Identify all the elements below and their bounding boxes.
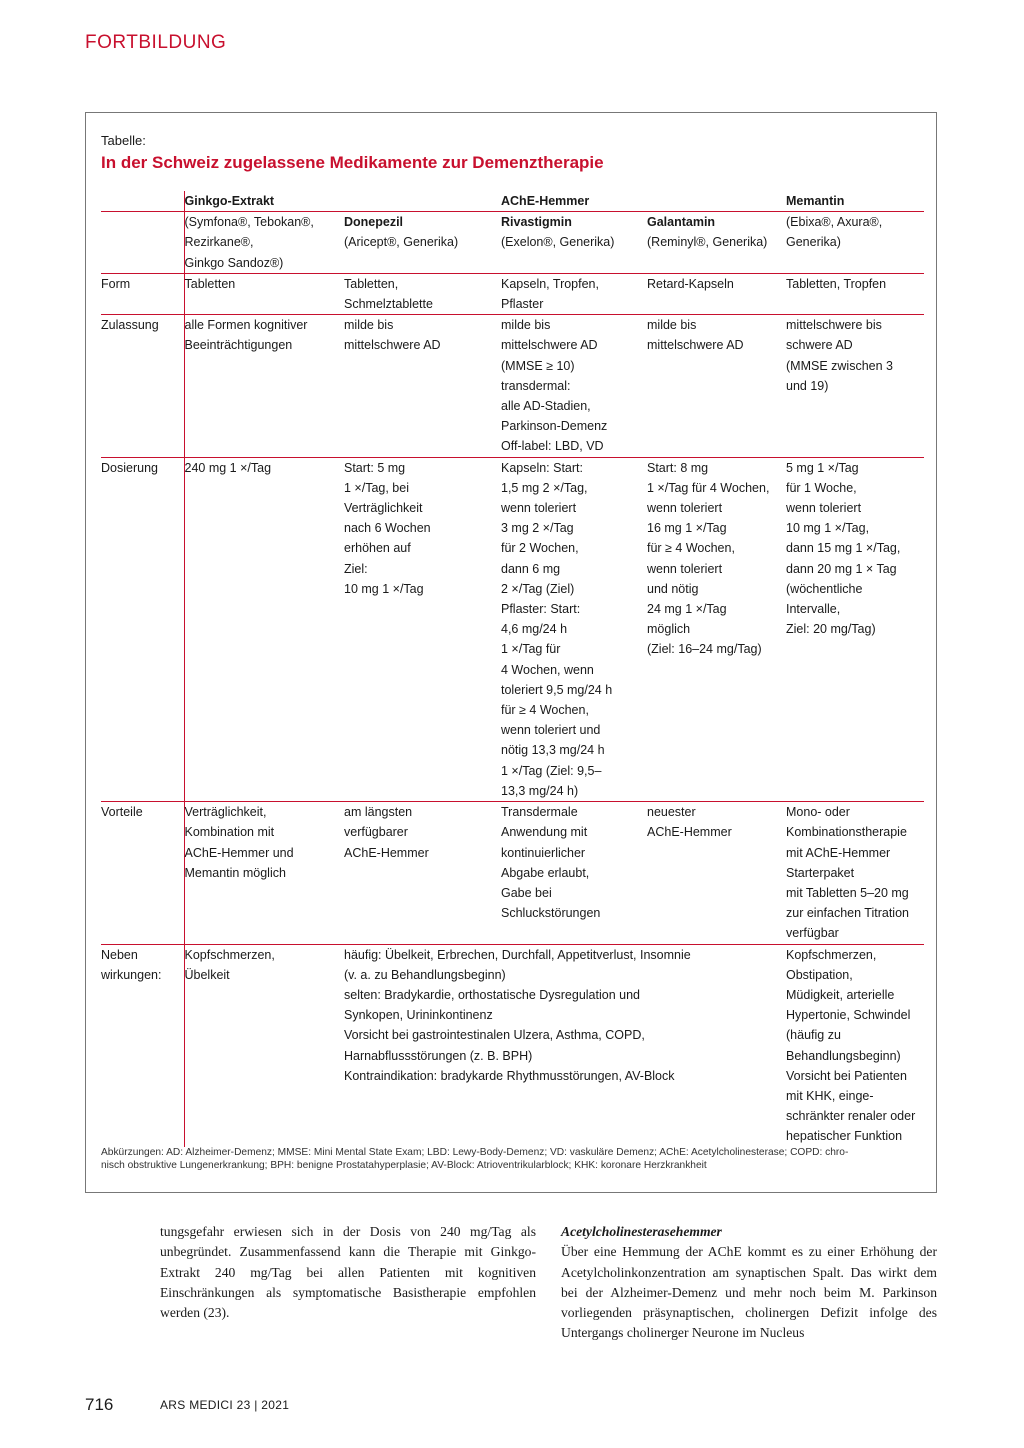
text-line: alle Formen kognitiver — [184, 318, 308, 333]
text-line: mit KHK, einge- — [786, 1088, 874, 1103]
text-line: Kapseln: Start: — [501, 460, 583, 475]
text-line: kontinuierlicher — [501, 845, 586, 860]
text-line: Harnabflussstörungen (z. B. BPH) — [344, 1048, 533, 1063]
table-row-form — [101, 273, 924, 314]
text-line: Schmelztablette — [344, 297, 433, 312]
text-line: wirkungen: — [101, 967, 162, 982]
text-line: 1 ×/Tag für 4 Wochen, — [647, 480, 770, 495]
cell-dosierung-ginkgo — [184, 457, 344, 801]
text-line: Starterpaket — [786, 865, 855, 880]
text-line: nisch obstruktive Lungenerkrankung; BPH: benigne Prostatahyperplasie; AV-Block: Atrioventrikularblock; KHK: koronare Herzkrankheit — [101, 1159, 707, 1171]
brand-rivastigmin: (Exelon®, Generika) — [501, 235, 615, 250]
cell-vorteile-ginkgo — [184, 802, 344, 944]
section-title: FORTBILDUNG — [85, 32, 227, 53]
text-line: milde bis — [647, 318, 697, 333]
text-line: Pflaster — [501, 297, 544, 312]
text-line: für 1 Woche, — [786, 480, 857, 495]
body-paragraph-right: Über eine Hemmung der AChE kommt es zu einer Erhöhung der Acetylcholinkonzentration am synaptischen Spalt. Das wirkt dem bei der Alzheimer-Demenz und mehr noch beim M. Parkinson vorliegenden präsynaptischen, cholinergen Defizit infolge des Untergangs cholinerger Neurone im Nucleus — [561, 1244, 937, 1341]
text-line: mittelschwere bis — [786, 318, 882, 333]
text-line: Memantin möglich — [184, 865, 286, 880]
row-label-nebenwirkungen — [101, 944, 184, 1147]
cell-form-memantin — [786, 273, 924, 314]
text-line: AChE-Hemmer und — [184, 845, 294, 860]
row-label-form: Form — [101, 273, 184, 314]
text-line: 3 mg 2 ×/Tag — [501, 521, 574, 536]
text-line: Start: 5 mg — [344, 460, 406, 475]
cell-zulassung-memantin — [786, 315, 924, 457]
text-line: erhöhen auf — [344, 541, 411, 556]
text-line: 1,5 mg 2 ×/Tag, — [501, 480, 588, 495]
text-line: Off-label: LBD, VD — [501, 439, 604, 454]
text-line: Tabletten — [184, 276, 236, 291]
text-line: Retard-Kapseln — [647, 276, 734, 291]
text-line: wenn toleriert — [647, 501, 723, 516]
text-line: toleriert 9,5 mg/24 h — [501, 682, 613, 697]
text-line: 4 Wochen, wenn — [501, 662, 594, 677]
text-line: 10 mg 1 ×/Tag — [344, 581, 424, 596]
text-line: Kapseln, Tropfen, — [501, 276, 599, 291]
cell-dosierung-memantin — [786, 457, 924, 801]
text-line: (Ebixa®, Axura®, — [786, 215, 883, 230]
text-line: 5 mg 1 ×/Tag — [786, 460, 859, 475]
text-line: Behandlungsbeginn) — [786, 1048, 901, 1063]
row-label-dosierung: Dosierung — [101, 457, 184, 801]
text-line: mittelschwere AD — [647, 338, 744, 353]
table-row-groups — [101, 191, 924, 212]
text-line: Synkopen, Urininkontinenz — [344, 1008, 493, 1023]
cell-dosierung-rivastigmin — [501, 457, 647, 801]
text-line: wenn toleriert — [501, 501, 577, 516]
text-line: 10 mg 1 ×/Tag, — [786, 521, 870, 536]
text-line: dann 15 mg 1 ×/Tag, — [786, 541, 901, 556]
group-memantin: Memantin — [786, 194, 845, 208]
text-line: Anwendung mit — [501, 825, 588, 840]
text-line: häufig: Übelkeit, Erbrechen, Durchfall, Appetitverlust, Insomnie — [344, 947, 691, 962]
cell-zulassung-rivastigmin — [501, 315, 647, 457]
text-line: Kombinationstherapie — [786, 825, 907, 840]
text-line: Kombination mit — [184, 825, 275, 840]
text-line: Mono- oder — [786, 805, 850, 820]
text-line: Gabe bei — [501, 885, 552, 900]
text-line: milde bis — [344, 318, 394, 333]
text-line: mit AChE-Hemmer — [786, 845, 891, 860]
text-line: am längsten — [344, 805, 413, 820]
text-line: transdermal: — [501, 378, 571, 393]
text-line: wenn toleriert — [786, 501, 862, 516]
cell-zulassung-ginkgo — [184, 315, 344, 457]
text-line: schwere AD — [786, 338, 853, 353]
text-line: verfügbar — [786, 926, 839, 941]
text-line: wenn toleriert — [647, 561, 723, 576]
journal-name: ARS MEDICI 23 | 2021 — [160, 1398, 290, 1412]
text-line: Pflaster: Start: — [501, 602, 581, 617]
text-line: 13,3 mg/24 h) — [501, 783, 579, 798]
text-line: selten: Bradykardie, orthostatische Dysregulation und — [344, 987, 640, 1002]
text-line: Abgabe erlaubt, — [501, 865, 590, 880]
group-ache: AChE-Hemmer — [501, 194, 590, 208]
text-line: dann 6 mg — [501, 561, 561, 576]
cell-nebenwirkungen-ache — [344, 944, 786, 1147]
text-line: Ginkgo Sandoz®) — [184, 255, 284, 270]
brand-galantamin: (Reminyl®, Generika) — [647, 235, 768, 250]
text-line: (MMSE zwischen 3 — [786, 358, 893, 373]
text-line: Verträglichkeit, — [184, 805, 267, 820]
text-line: (häufig zu — [786, 1028, 841, 1043]
text-line: AChE-Hemmer — [344, 845, 429, 860]
table-label: Tabelle: — [101, 133, 146, 148]
text-line: nach 6 Wochen — [344, 521, 431, 536]
text-line: und nötig — [647, 581, 699, 596]
cell-brands-galantamin — [647, 212, 786, 274]
cell-nebenwirkungen-memantin — [786, 944, 924, 1147]
medication-table — [101, 191, 924, 1147]
text-line: zur einfachen Titration — [786, 906, 909, 921]
cell-zulassung-donepezil — [344, 315, 501, 457]
cell-brands-ginkgo — [184, 212, 344, 274]
table-row-brands — [101, 212, 924, 274]
text-line: Vorsicht bei gastrointestinalen Ulzera, Asthma, COPD, — [344, 1028, 645, 1043]
cell-form-galantamin — [647, 273, 786, 314]
text-line: Generika) — [786, 235, 841, 250]
text-line: Tabletten, Tropfen — [786, 276, 887, 291]
group-ginkgo: Ginkgo-Extrakt — [184, 194, 275, 208]
table-row-zulassung — [101, 315, 924, 457]
text-line: und 19) — [786, 378, 829, 393]
cell-vorteile-rivastigmin — [501, 802, 647, 944]
text-line: Verträglichkeit — [344, 501, 423, 516]
text-line: Müdigkeit, arterielle — [786, 987, 895, 1002]
row-label-zulassung: Zulassung — [101, 315, 184, 457]
text-line: Transdermale — [501, 805, 578, 820]
text-line: 24 mg 1 ×/Tag — [647, 602, 727, 617]
text-line: 16 mg 1 ×/Tag — [647, 521, 727, 536]
text-line: (wöchentliche — [786, 581, 863, 596]
text-line: Beeinträchtigungen — [184, 338, 293, 353]
text-line: 240 mg 1 ×/Tag — [184, 460, 272, 475]
text-line: Parkinson-Demenz — [501, 419, 608, 434]
text-line: Kopfschmerzen, — [786, 947, 877, 962]
drug-name-rivastigmin: Rivastigmin — [501, 215, 572, 230]
text-line: Vorsicht bei Patienten — [786, 1068, 907, 1083]
text-line: mit Tabletten 5–20 mg — [786, 885, 909, 900]
text-line: 1 ×/Tag (Ziel: 9,5– — [501, 763, 602, 778]
cell-form-ginkgo — [184, 273, 344, 314]
body-paragraph-left: tungsgefahr erwiesen sich in der Dosis von 240 mg/Tag als unbegründet. Zusammenfassend kann die Therapie mit Ginkgo-Extrakt 240 mg/Tag bei allen Patienten mit kognitiven Einschränkungen als symptomatische Basistherapie empfohlen werden (23). — [160, 1224, 536, 1321]
text-line: Neben — [101, 947, 138, 962]
text-line: Tabletten, — [344, 276, 399, 291]
text-line: Abkürzungen: AD: Alzheimer-Demenz; MMSE: Mini Mental State Exam; LBD: Lewy-Body-Demenz; VD: vaskuläre Demenz; AChE: Acetylcholinesterase; COPD: chro- — [101, 1147, 849, 1158]
text-line: Schluckstörungen — [501, 906, 601, 921]
cell-vorteile-galantamin — [647, 802, 786, 944]
text-line: (Symfona®, Tebokan®, — [184, 215, 314, 230]
text-line: mittelschwere AD — [344, 338, 441, 353]
cell-zulassung-galantamin — [647, 315, 786, 457]
cell-brands-donepezil — [344, 212, 501, 274]
cell-dosierung-galantamin — [647, 457, 786, 801]
drug-name-galantamin: Galantamin — [647, 215, 716, 230]
text-line: verfügbarer — [344, 825, 408, 840]
cell-brands-memantin — [786, 212, 924, 274]
text-line: Start: 8 mg — [647, 460, 709, 475]
text-line: 2 ×/Tag (Ziel) — [501, 581, 575, 596]
text-line: Ziel: — [344, 561, 368, 576]
text-line: Übelkeit — [184, 967, 230, 982]
text-line: Rezirkane®, — [184, 235, 254, 250]
table-footnote — [101, 1147, 925, 1172]
text-line: mittelschwere AD — [501, 338, 598, 353]
body-column-right — [561, 1222, 937, 1344]
text-line: Kopfschmerzen, — [184, 947, 275, 962]
text-line: Kontraindikation: bradykarde Rhythmusstörungen, AV-Block — [344, 1068, 675, 1083]
text-line: für ≥ 4 Wochen, — [501, 703, 589, 718]
table-title: In der Schweiz zugelassene Medikamente zur Demenztherapie — [101, 153, 604, 172]
text-line: Hypertonie, Schwindel — [786, 1008, 911, 1023]
text-line: (MMSE ≥ 10) — [501, 358, 575, 373]
text-line: dann 20 mg 1 × Tag — [786, 561, 897, 576]
text-line: neuester — [647, 805, 696, 820]
drug-name-donepezil: Donepezil — [344, 215, 404, 230]
text-line: für ≥ 4 Wochen, — [647, 541, 735, 556]
cell-vorteile-donepezil — [344, 802, 501, 944]
cell-dosierung-donepezil — [344, 457, 501, 801]
text-line: alle AD-Stadien, — [501, 399, 591, 414]
text-line: (v. a. zu Behandlungsbeginn) — [344, 967, 506, 982]
table-box — [85, 112, 937, 1193]
cell-brands-rivastigmin — [501, 212, 647, 274]
cell-nebenwirkungen-ginkgo — [184, 944, 344, 1147]
text-line: 4,6 mg/24 h — [501, 622, 568, 637]
text-line: Ziel: 20 mg/Tag) — [786, 622, 876, 637]
text-line: hepatischer Funktion — [786, 1129, 903, 1144]
row-label-vorteile: Vorteile — [101, 802, 184, 944]
text-line: möglich — [647, 622, 691, 637]
text-line: schränkter renaler oder — [786, 1109, 916, 1124]
text-line: 1 ×/Tag, bei — [344, 480, 409, 495]
page-number: 716 — [85, 1395, 114, 1414]
table-row-dosierung — [101, 457, 924, 801]
table-row-vorteile — [101, 802, 924, 944]
text-line: für 2 Wochen, — [501, 541, 579, 556]
text-line: wenn toleriert und — [501, 723, 601, 738]
text-line: (Ziel: 16–24 mg/Tag) — [647, 642, 762, 657]
text-line: milde bis — [501, 318, 551, 333]
subheading-ache: Acetylcholinesterasehemmer — [561, 1224, 722, 1239]
text-line: 1 ×/Tag für — [501, 642, 561, 657]
table-row-nebenwirkungen — [101, 944, 924, 1147]
cell-vorteile-memantin — [786, 802, 924, 944]
text-line: Intervalle, — [786, 602, 841, 617]
brand-donepezil: (Aricept®, Generika) — [344, 235, 459, 250]
text-line: AChE-Hemmer — [647, 825, 732, 840]
body-column-left — [160, 1222, 536, 1323]
cell-form-donepezil — [344, 273, 501, 314]
text-line: nötig 13,3 mg/24 h — [501, 743, 605, 758]
text-line: Obstipation, — [786, 967, 853, 982]
cell-form-rivastigmin — [501, 273, 647, 314]
